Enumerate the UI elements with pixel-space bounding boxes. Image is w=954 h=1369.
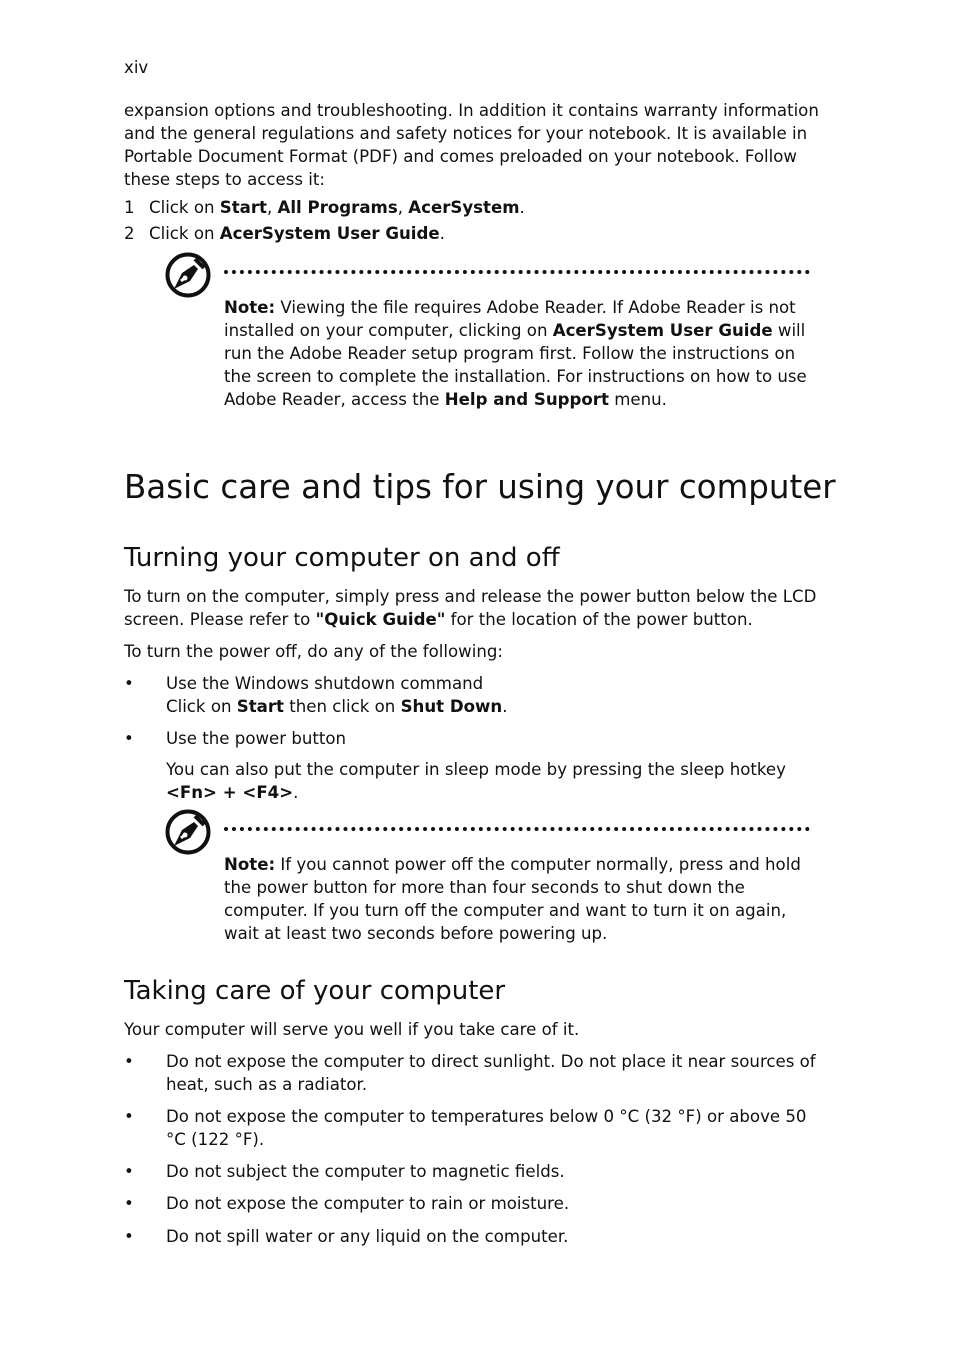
list-item: • Do not expose the computer to temperatures below 0 °C (32 °F) or above 50 °C (122 °F). <box>124 1107 807 1149</box>
power-off-paragraph: To turn the power off, do any of the following: <box>124 642 503 661</box>
note-pencil-icon <box>164 808 212 856</box>
step-number: 2 <box>124 224 135 243</box>
list-item: • Do not expose the computer to rain or moisture. <box>124 1194 570 1213</box>
subsection-title-power: Turning your computer on and off <box>124 543 560 573</box>
note-divider <box>224 270 810 274</box>
note-pencil-icon <box>164 251 212 299</box>
step-2: 2 Click on AcerSystem User Guide. <box>124 224 445 243</box>
list-item: • Do not expose the computer to direct sunlight. Do not place it near sources of heat, such as a radiator. <box>124 1052 816 1094</box>
care-intro-paragraph: Your computer will serve you well if you take care of it. <box>124 1020 580 1039</box>
menu-start: Start <box>219 198 267 217</box>
step-number: 1 <box>124 198 135 217</box>
section-title: Basic care and tips for using your computer <box>124 468 836 506</box>
list-item: • Use the power button <box>124 729 347 748</box>
list-item: • Do not subject the computer to magnetic fields. <box>124 1162 565 1181</box>
note-divider <box>224 827 810 831</box>
note-power-off: Note: If you cannot power off the computer normally, press and hold the power button for more than four seconds to shut down the computer. If you turn off the computer and want to turn it on again, wait at least two seconds before powering up. <box>224 855 801 943</box>
note-adobe-reader: Note: Viewing the file requires Adobe Reader. If Adobe Reader is not installed on your computer, clicking on AcerSystem User Guide will run the Adobe Reader setup program first. Follow the instructions on the screen to complete the installation. For instructions on how to use Adobe Reader, access the Help and Support menu. <box>224 298 807 409</box>
list-item: • Use the Windows shutdown command Click on Start then click on Shut Down. <box>124 674 508 716</box>
sleep-paragraph: You can also put the computer in sleep mode by pressing the sleep hotkey <Fn> + <F4>. <box>166 760 786 802</box>
power-on-paragraph: To turn on the computer, simply press and release the power button below the LCD screen. Please refer to "Quick Guide" for the location of the power button. <box>124 587 817 629</box>
subsection-title-care: Taking care of your computer <box>124 976 506 1006</box>
page-number: xiv <box>124 58 149 77</box>
menu-all-programs: All Programs <box>277 198 398 217</box>
menu-acersystem: AcerSystem <box>408 198 520 217</box>
menu-acersystem-user-guide: AcerSystem User Guide <box>219 224 440 243</box>
list-item: • Do not spill water or any liquid on the computer. <box>124 1227 569 1246</box>
step-1: 1 Click on Start, All Programs, AcerSystem. <box>124 198 525 217</box>
note-label: Note: <box>224 298 276 317</box>
note-label: Note: <box>224 855 276 874</box>
intro-paragraph: expansion options and troubleshooting. In addition it contains warranty information and the general regulations and safety notices for your notebook. It is available in Portable Document Format (PDF) and comes preloaded on your notebook. Follow these steps to access it: <box>124 101 819 189</box>
